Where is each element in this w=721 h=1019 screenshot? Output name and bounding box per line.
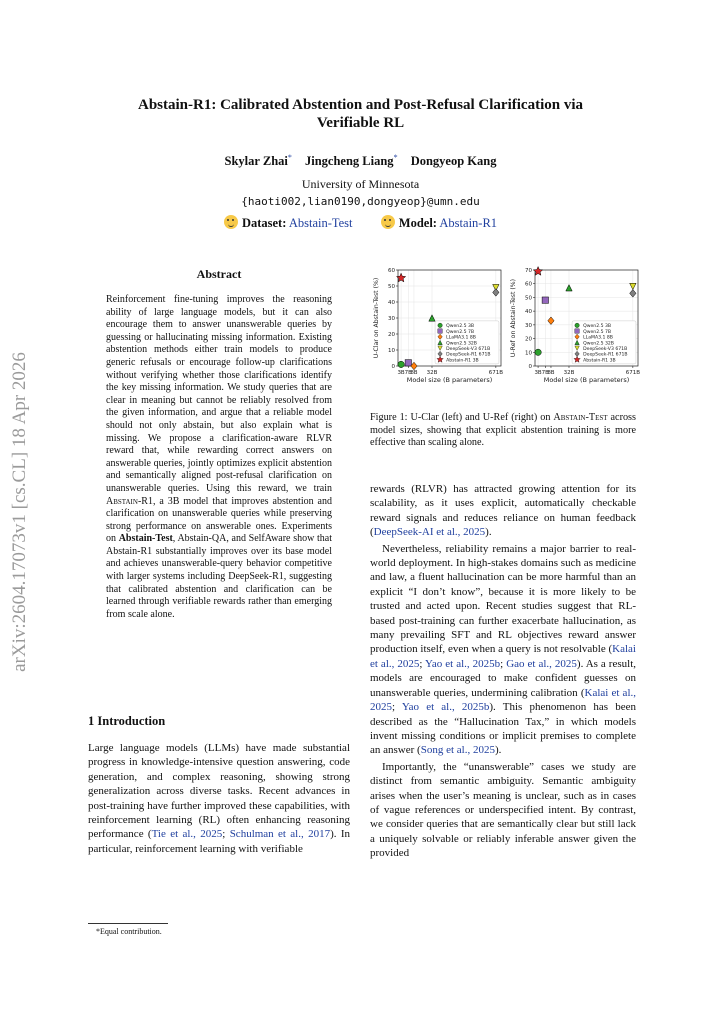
legend-marker xyxy=(438,323,442,327)
hugging-face-icon xyxy=(224,215,238,229)
legend-label: DeepSeek-R1 671B xyxy=(583,352,628,358)
body-text: ). As a result, models are encouraged to make confident guesses on unanswerable queries, undermining calibration ( xyxy=(370,657,637,699)
y-tick-label: 60 xyxy=(525,281,532,288)
y-tick-label: 10 xyxy=(388,348,395,354)
legend-label: Abstain-R1 3B xyxy=(446,358,479,364)
benchmark-name: Abstain-Test xyxy=(118,533,173,545)
legend-label: Abstain-R1 3B xyxy=(583,358,616,364)
abstract-text: , a 3B model that improves abstention and clarification on unanswerable queries while preserving strong performance on answerable ones. Experiments on xyxy=(106,495,332,545)
body-text: ). xyxy=(485,526,492,539)
citation-link[interactable]: Yao et al., 2025b xyxy=(425,657,501,670)
y-tick-label: 40 xyxy=(388,300,395,306)
paragraph xyxy=(370,760,636,861)
affiliation: University of Minnesota xyxy=(301,177,420,191)
dataset-link[interactable]: Abstain-Test xyxy=(288,216,353,230)
caption-text: across model sizes, showing that explicit abstention training is more effective than scaling alone. xyxy=(370,412,636,448)
data-point xyxy=(548,317,554,325)
resource-links xyxy=(90,215,631,231)
title-line-2: Verifiable RL xyxy=(316,115,405,131)
x-tick-label: 3B xyxy=(397,370,405,376)
data-point xyxy=(630,290,636,298)
paragraph: Nevertheless, reliability remains a major barrier to real-world deployment. In high-stakes domains such as medicine and law, a fluent hallucination can be more harmful than an explicit “I don’t know”, because it is more likely to be trusted and acted upon. Recent studies suggest that RL-based post-training can further exacerbate hallucination, as many prevailing SFT and RL objectives reward answer production itself, even when a query is not resolvable (Kalai et al., 2025; Yao et al., 2025b; Gao et al., 2025). As a result, models are encouraged to make confident guesses on unanswerable queries, undermining calibration (Kalai et al., 2025; Yao et al., 2025b). This phenomenon has been described as the “Hallucination Tax,” in which models invent missing conditions or implicit premises to complete an answer (Song et al., 2025). xyxy=(370,542,637,757)
legend-label: DeepSeek-R1 671B xyxy=(446,352,491,358)
data-point xyxy=(566,285,572,291)
x-tick-label: 3B xyxy=(534,370,542,376)
figure-caption xyxy=(370,412,636,450)
figure-1-charts xyxy=(368,266,638,396)
hugging-face-icon xyxy=(381,215,395,229)
citation-link[interactable]: Kalai et al., 2025 xyxy=(370,643,636,670)
y-tick-label: 40 xyxy=(525,309,532,316)
y-tick-label: 30 xyxy=(388,316,395,322)
y-tick-label: 30 xyxy=(525,322,532,329)
paragraph xyxy=(370,482,636,540)
y-axis-label: U-Clar on Abstain-Test (%) xyxy=(373,277,380,359)
model-label: Model: xyxy=(398,216,437,230)
caption-text: Figure 1: U-Clar (left) and U-Ref (right) on xyxy=(370,412,554,423)
intro-left-column: Large language models (LLMs) have made substantial progress in knowledge-intensive question answering, code generation, and complex reasoning, showing strong generalization across diverse tasks. Recent advances in post-training have further improved these capabilities, with reinforcement learning (RL) often enhancing reasoning performance (Tie et al., 2025; Schulman et al., 2017). In particular, reinforcement learning with verifiable xyxy=(88,742,351,855)
data-point xyxy=(535,349,541,355)
citation-link[interactable]: Song et al., 2025 xyxy=(420,744,495,757)
author-name: Jingcheng Liang xyxy=(305,154,394,169)
body-text: ). This phenomenon has been described as the “Hallucination Tax,” in which models invent missing conditions or implicit premises to complete an answer ( xyxy=(370,701,636,757)
body-text: rewards (RLVR) has attracted growing attention for its scalability, as it uses explicit, automatically checkable reward signals and reduces reliance on human feedback ( xyxy=(370,483,636,539)
equal-contribution-mark: * xyxy=(287,153,292,162)
x-axis-label: Model size (B parameters) xyxy=(543,376,630,384)
x-tick-label: 671B xyxy=(488,370,503,376)
y-tick-label: 50 xyxy=(525,295,532,302)
data-point xyxy=(493,289,499,297)
author-list xyxy=(90,153,631,169)
y-tick-label: 60 xyxy=(388,268,395,274)
dataset-label: Dataset: xyxy=(241,216,287,230)
data-point xyxy=(630,283,636,289)
citation-link[interactable]: DeepSeek-AI et al., 2025 xyxy=(373,526,486,539)
y-tick-label: 0 xyxy=(391,364,395,370)
chart-panel-1 xyxy=(373,268,503,384)
y-tick-label: 20 xyxy=(525,336,532,343)
legend-label: Qwen2.5 7B xyxy=(446,329,475,335)
citation-link[interactable]: Gao et al., 2025 xyxy=(506,657,577,670)
x-axis-label: Model size (B parameters) xyxy=(406,376,493,384)
author-name: Dongyeop Kang xyxy=(410,154,497,169)
citation-link[interactable]: Yao et al., 2025b xyxy=(401,701,490,714)
data-point xyxy=(542,297,548,303)
body-text: Importantly, the “unanswerable” cases we study are distinct from semantic ambiguity. Semantic ambiguity arises when the user’s meaning is unclear, such as in cases of vague references or underspecified intent. By contrast, we consider queries that are semantically clear but still lack a uniquely solvable or reliably inferable answer given the provided xyxy=(370,760,636,860)
benchmark-name: Abstain-Test xyxy=(553,412,608,423)
body-text: Nevertheless, reliability remains a major barrier to real-world deployment. In high-stakes domains such as medicine and law, a fluent hallucination can be more harmful than an explicit “I don’t know”, because it is more likely to be trusted and acted upon. Recent studies suggest that RL-based post-training can further exacerbate hallucination, as many prevailing SFT and RL objectives reward answer production itself, even when a query is not resolvable ( xyxy=(370,542,636,656)
citation-link[interactable]: Schulman et al., 2017 xyxy=(229,828,331,841)
equal-contribution-mark: * xyxy=(393,153,398,162)
title-line-1: Abstain-R1: Calibrated Abstention and Post-Refusal Clarification via xyxy=(137,97,583,113)
y-axis-label: U-Ref on Abstain-Test (%) xyxy=(510,278,517,358)
legend-label: Qwen2.5 3B xyxy=(446,324,475,330)
model-name: Abstain-R1 xyxy=(106,495,153,507)
y-tick-label: 70 xyxy=(525,268,532,274)
y-tick-label: 10 xyxy=(525,350,532,357)
legend-marker xyxy=(575,323,579,327)
author-emails: {haoti002,lian0190,dongyeop}@umn.edu xyxy=(241,195,480,208)
data-point xyxy=(398,361,404,367)
x-tick-label: 8B xyxy=(410,370,418,376)
x-tick-label: 8B xyxy=(547,370,555,376)
model-link[interactable]: Abstain-R1 xyxy=(439,216,498,230)
chart-panel-2 xyxy=(510,267,640,384)
x-tick-label: 32B xyxy=(563,370,575,376)
section-heading-introduction: 1 Introduction xyxy=(88,714,166,728)
x-tick-label: 7B xyxy=(541,370,549,376)
abstract-heading: Abstract xyxy=(196,267,242,281)
legend-label: DeepSeek-V3 671B xyxy=(446,346,491,352)
abstract-body xyxy=(106,294,332,621)
legend-label: Qwen2.5 32B xyxy=(446,341,477,347)
footnote: *Equal contribution. xyxy=(96,927,162,936)
legend-label: DeepSeek-V3 671B xyxy=(583,346,628,352)
citation-link[interactable]: Tie et al., 2025 xyxy=(151,828,223,841)
y-tick-label: 50 xyxy=(388,284,395,290)
legend-marker xyxy=(438,329,442,333)
citation-link[interactable]: Kalai et al., 2025 xyxy=(370,686,636,714)
y-tick-label: 0 xyxy=(528,364,532,370)
author-name: Skylar Zhai xyxy=(224,154,288,169)
body-text: ). In particular, reinforcement learning with verifiable xyxy=(88,828,351,855)
body-text: ). xyxy=(494,744,502,757)
footnote-rule xyxy=(88,923,168,924)
legend-label: Qwen2.5 32B xyxy=(583,341,614,347)
legend-label: LLaMA3.1 8B xyxy=(583,335,613,341)
x-tick-label: 32B xyxy=(426,370,438,376)
legend-label: Qwen2.5 7B xyxy=(583,329,612,335)
intro-right-column xyxy=(370,482,636,861)
y-tick-label: 20 xyxy=(388,332,395,338)
abstract-text: , Abstain-QA, and SelfAware show that Abstain-R1 substantially improves over its base model and achieves unanswerable-query behavior competitive with larger systems including DeepSeek-R1, suggesting that calibrated abstention and clarification can be learned through verifiable rewards rather than emerging from scale alone. xyxy=(106,533,333,620)
legend-label: LLaMA3.1 8B xyxy=(446,335,476,341)
paper-title xyxy=(90,96,631,132)
body-text: Large language models (LLMs) have made substantial progress in knowledge-intensive question answering, code generation, and complex reasoning, showing strong generalization across diverse tasks. Recent advances in post-training have further improved these capabilities, with reinforcement learning (RL) often enhancing reasoning performance ( xyxy=(88,742,350,841)
arxiv-identifier: arXiv:2604.17073v1 [cs.CL] 18 Apr 2026 xyxy=(9,352,30,672)
x-tick-label: 671B xyxy=(625,370,640,376)
abstract-text: Reinforcement fine-tuning improves the reasoning ability of large language models, but it can also encourage them to answer unanswerable queries by guessing or hallucinating missing information. Existing abstention methods either train models to produce generic refusals or encourage follow-up clarifications without verifying whether those clarifications identify the key missing information. We study queries that are clear in meaning but cannot be reliably resolved from the given information, and argue that a reliable model should not only abstain, but also explain what is missing. We propose a clarification-aware RLVR reward that, while rewarding correct answers on answerable queries, jointly optimizes explicit abstention and semantically aligned post-refusal clarification on unanswerable queries. Using this reward, we train xyxy=(106,294,332,494)
x-tick-label: 7B xyxy=(404,370,412,376)
legend-marker xyxy=(575,329,579,333)
data-point xyxy=(405,360,411,366)
legend-label: Qwen2.5 3B xyxy=(583,324,612,330)
